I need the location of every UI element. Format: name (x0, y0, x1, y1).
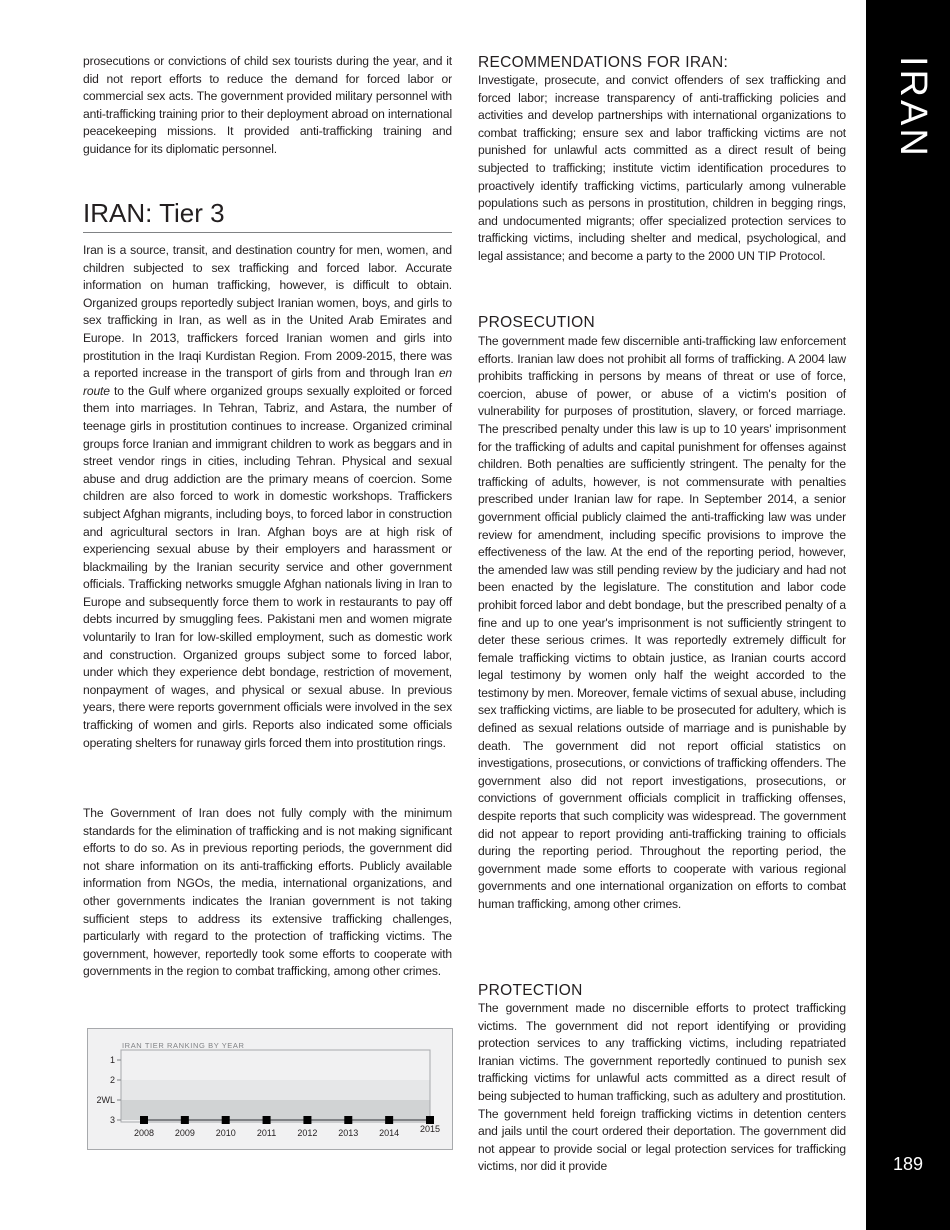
recommendations-heading: RECOMMENDATIONS FOR IRAN: (478, 54, 729, 71)
chart-title: IRAN TIER RANKING BY YEAR (122, 1041, 245, 1050)
y-tick-label: 2WL (96, 1095, 115, 1105)
x-tick-label-2012: 2012 (297, 1128, 318, 1138)
x-tick-label-2014: 2014 (379, 1128, 400, 1138)
data-point-2012 (303, 1116, 311, 1124)
tier-band-3 (121, 1100, 430, 1120)
intro-paragraph: prosecutions or convictions of child sex tourists during the year, and it did not report efforts to reduce the demand for forced labor or commercial sex acts. The government provided military personnel with anti-trafficking training prior to their deployment abroad on international peacekeeping missions. It provided anti-trafficking training and guidance for its diplomatic personnel. (83, 54, 452, 156)
tier-band-1 (121, 1060, 430, 1080)
x-tick-label-2008: 2008 (133, 1128, 155, 1138)
protection-heading: PROTECTION (478, 982, 583, 999)
data-point-2009 (181, 1116, 189, 1124)
recommendations-paragraph: Investigate, prosecute, and convict offenders of sex trafficking and forced labor; increase transparency of anti-trafficking policies and activities and develop partnerships with international organizations to combat trafficking; ensure sex and labor trafficking victims are not punished for unlawful acts committed as a direct result of being subjected to trafficking; institute victim identification procedures to proactively identify trafficking victims, particularly among vulnerable populations such as persons in prostitution, children in begging rings, and undocumented migrants; offer specialized protection services to trafficking victims, including shelter and medical, psychological, and legal assistance; and become a party to the 2000 UN TIP Protocol. (478, 73, 846, 263)
protection-paragraph: The government made no discernible efforts to protect trafficking victims. The government did not report identifying or providing protection services to any trafficking victims, including repatriated Iranian victims. The government reportedly continued to punish sex trafficking victims for unlawful acts committed as a direct result of being subjected to human trafficking, such as adultery and prostitution. The government held foreign trafficking victims in detention centers and jails until the court ordered their deportation. The government did not appear to provide social or legal protection services for trafficking victims, nor did it provide (478, 1001, 846, 1174)
page-number: 189 (892, 1154, 924, 1174)
data-point-2010 (222, 1116, 230, 1124)
x-tick-label-2015: 2015 (419, 1124, 441, 1134)
x-tick-label-2011: 2011 (256, 1128, 277, 1138)
compliance-paragraph: The Government of Iran does not fully comply with the minimum standards for the elimination of trafficking and is not making significant efforts to do so. As in previous reporting periods, the government did not share information on its anti-trafficking efforts. Publicly available information from NGOs, the media, international organizations, and other governments indicates the Iranian government is not taking sufficient steps to address its extensive trafficking challenges, particularly with regard to the protection of trafficking victims. The government, however, reportedly took some efforts to cooperate with governments in the region to combat trafficking, among other crimes. (83, 806, 452, 979)
tier-band-2 (121, 1080, 430, 1100)
country-sidebar (866, 0, 950, 1230)
prosecution-paragraph: The government made few discernible anti-trafficking law enforcement efforts. Iranian law does not prohibit all forms of trafficking. A 2004 law prohibits trafficking in persons by means of threat or use of force, coercion, abuse of power, or abuse of a victim's position of vulnerability for purposes of prostitution, slavery, or forced marriage. The prescribed penalty under this law is up to 10 years' imprisonment for the trafficking of adults and capital punishment for offenses against children. Both penalties are sufficiently stringent. The penalty for the trafficking of adults, however, is not commensurate with penalties prescribed under Iranian law for rape. In September 2014, a senior government official publicly claimed the anti-trafficking law was under review for amendment, including specific provisions to improve the effectiveness of the law. At the end of the reporting period, however, the amended law was still pending review by the judiciary and had not been enacted by the legislature. The constitution and labor code prohibit forced labor and debt bondage, but the prescribed penalty of a fine and up to one year's imprisonment is not sufficiently stringent to deter these serious crimes. It was reportedly extremely difficult for female trafficking victims to obtain justice, as Iranian courts accord legal testimony by women only half the weight accorded to the testimony by men. Moreover, female victims of sexual abuse, including sex trafficking victims, are liable to be prosecuted for adultery, which is defined as sexual relations outside of marriage and is punishable by death. The government did not report official statistics on investigations, prosecutions, or convictions of trafficking offenders. The government also did not report investigations, prosecutions, or convictions of government officials complicit in trafficking offenses, despite reports that such complicity was widespread. The government did not appear to report providing anti-trafficking training to officials during the reporting period. Throughout the reporting period, the government made some efforts to cooperate with various regional governments and one international organization on efforts to combat human trafficking, among other crimes. (478, 334, 846, 911)
x-tick-label-2009: 2009 (174, 1128, 195, 1138)
y-tick-label: 2 (109, 1075, 115, 1085)
prosecution-heading: PROSECUTION (478, 314, 595, 331)
overview-paragraph: Iran is a source, transit, and destination country for men, women, and children subjected to sex trafficking and forced labor. Accurate information on human trafficking, however, is difficult to obtain. Organized groups reportedly subject Iranian women, boys, and girls to sex trafficking in Iran, as well as in the United Arab Emirates and Europe. In 2013, traffickers forced Iranian women and girls into prostitution in the Iraqi Kurdistan Region. From 2009-2015, there was a reported increase in the transport of girls from and through Iran en route to the Gulf where organized groups sexually exploited or forced them into marriages. In Tehran, Tabriz, and Astara, the number of teenage girls in prostitution continues to increase. Organized criminal groups force Iranian and immigrant children to work as beggars and in street vendor rings in cities, including Tehran. Physical and sexual abuse and drug addiction are the primary means of coercion. Some children are also forced to work in domestic workshops. Traffickers subject Afghan migrants, including boys, to forced labor in construction and agricultural sectors in Iran. Afghan boys are at high risk of experiencing sexual abuse by their employers and harassment or blackmailing by the Iranian security service and other government officials. Trafficking networks smuggle Afghan nationals living in Iran to Europe and subsequently force them to work in restaurants to pay off debts incurred by smuggling fees. Pakistani men and women migrate voluntarily to Iran for low-skilled employment, such as domestic work and construction. Organized groups subject some to forced labor, under which they experience debt bondage, restriction of movement, nonpayment of wages, and physical or sexual abuse. In previous years, there were reports government officials were involved in the sex trafficking of women and girls. Reports also indicated some officials operating shelters for runaway girls forced them into prostitution rings. (83, 243, 452, 750)
y-tick-label: 1 (109, 1055, 115, 1065)
data-point-2008 (140, 1116, 148, 1124)
tier-ranking-chart (87, 1028, 453, 1150)
x-tick-label-2013: 2013 (338, 1128, 359, 1138)
data-point-2013 (344, 1116, 352, 1124)
data-point-2015 (426, 1116, 434, 1124)
x-tick-label-2010: 2010 (215, 1128, 236, 1138)
y-tick-label: 3 (109, 1115, 115, 1125)
italic-term: en route (83, 366, 452, 398)
data-point-2014 (385, 1116, 393, 1124)
tier-heading: IRAN: Tier 3 (83, 197, 452, 233)
data-point-2011 (263, 1116, 271, 1124)
chart-canvas (88, 1029, 452, 1149)
sidebar-country-title: IRAN (892, 56, 934, 159)
